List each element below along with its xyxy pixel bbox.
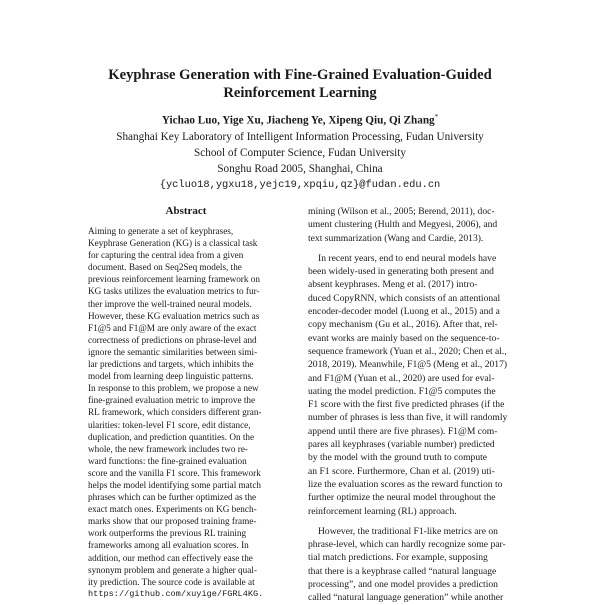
intro-column bbox=[308, 205, 526, 605]
abstract-line: work outperforms the previous RL training bbox=[88, 528, 247, 539]
abstract-heading: Abstract bbox=[165, 205, 207, 217]
paragraph-gap bbox=[308, 518, 526, 525]
abstract-line: duplication, and prediction quantities. On the bbox=[88, 431, 255, 442]
author-names-text: Yichao Luo, Yige Xu, Jiacheng Ye, Xipeng Qiu, Qi Zhang bbox=[161, 114, 435, 127]
body-text-line: been widely-used in generating both present and bbox=[308, 266, 494, 278]
body-text-line: ument clustering (Hulth and Megyesi, 2006), and bbox=[308, 219, 498, 231]
abstract-line: addition, our method can effectively ease the bbox=[88, 552, 253, 563]
body-text-line: called “natural language generation” while another bbox=[308, 592, 504, 604]
abstract-line: model from learning deep linguistic patterns. bbox=[88, 371, 254, 382]
abstract-line: KG tasks utilizes the evaluation metrics to fur- bbox=[88, 286, 260, 297]
body-text-line: phrase-level, which can hardly recognize some par- bbox=[308, 539, 506, 551]
body-text-line: lize the evaluation scores as the reward function to bbox=[308, 478, 503, 490]
abstract-line: ignore the semantic similarities between simi- bbox=[88, 346, 258, 357]
body-text-line: uating the model prediction. F1@5 computes the bbox=[308, 385, 496, 397]
body-text-line: mining (Wilson et al., 2005; Berend, 2011), doc- bbox=[308, 206, 495, 217]
abstract-line: phrases which can be further optimized as the bbox=[88, 492, 257, 503]
abstract-line: ward functions: the fine-grained evaluation bbox=[88, 455, 247, 466]
title-line-1: Keyphrase Generation with Fine-Grained Evaluation-Guided bbox=[108, 67, 492, 83]
abstract-line: whole, the new framework includes two re- bbox=[88, 443, 248, 454]
body-text-line: absent keyphrases. Meng et al. (2017) intro- bbox=[308, 279, 478, 291]
abstract-line: score and the vanilla F1 score. This framework bbox=[88, 467, 261, 478]
body-text-line: by the model with the ground truth to compute bbox=[308, 452, 488, 464]
body-text-line: an F1 score. Furthermore, Chan et al. (2019) uti- bbox=[308, 465, 495, 477]
abstract-line: marks show that our proposed training frame- bbox=[88, 516, 257, 527]
abstract-line: frameworks among all evaluation scores. In bbox=[88, 540, 249, 551]
body-text-line: In recent years, end to end neural models have bbox=[318, 252, 497, 264]
body-text-line: and F1@M (Yuan et al., 2020) are used for eval- bbox=[308, 372, 495, 384]
abstract-text bbox=[88, 225, 284, 600]
abstract-line: ularities: token-level F1 score, edit distance, bbox=[88, 419, 251, 430]
body-text-line: further optimize the neural model throughout the bbox=[308, 492, 496, 504]
body-text-line: pares all keyphrases (variable number) predicted bbox=[308, 439, 495, 451]
abstract-line: F1@5 and F1@M are only aware of the exact bbox=[88, 322, 257, 333]
body-text-line: append until there are five phrases). F1@M com- bbox=[308, 425, 498, 437]
body-text-line: copy mechanism (Gu et al., 2016). After that, rel- bbox=[308, 319, 498, 331]
affiliation-line-1: Shanghai Key Laboratory of Intelligent Information Processing, Fudan University bbox=[116, 130, 484, 143]
abstract-line: previous reinforcement learning framework on bbox=[88, 274, 260, 285]
author-emails: {ycluo18,ygxu18,yejc19,xpqiu,qz}@fudan.edu.cn bbox=[159, 178, 441, 191]
abstract-line: RL framework, which considers different gran- bbox=[88, 407, 262, 418]
body-text-line: processing”, and one model provides a prediction bbox=[308, 579, 498, 591]
author-block bbox=[0, 109, 600, 193]
body-text-line: duced CopyRNN, which consists of an attentional bbox=[308, 292, 501, 304]
affiliation-line-2: School of Computer Science, Fudan University bbox=[194, 146, 406, 159]
abstract-line: fine-grained evaluation metric to improve the bbox=[88, 395, 256, 406]
paper-title bbox=[0, 66, 600, 102]
body-text-line: evant works are mainly based on the sequence-to- bbox=[308, 332, 500, 344]
abstract-line: ity prediction. The source code is available at bbox=[88, 576, 255, 587]
abstract-line: synonym problem and generate a higher qual- bbox=[88, 564, 257, 575]
body-text-line: sequence framework (Yuan et al., 2020; Chen et al., bbox=[308, 345, 507, 357]
abstract-line: Aiming to generate a set of keyphrases, bbox=[88, 226, 234, 236]
body-text-line: However, the traditional F1-like metrics are on bbox=[318, 525, 498, 537]
abstract-line: However, these KG evaluation metrics such as bbox=[88, 310, 260, 321]
abstract-line: Keyphrase Generation (KG) is a classical task bbox=[88, 238, 258, 249]
equal-contribution-mark: * bbox=[434, 113, 439, 121]
abstract-line: document. Based on Seq2Seq models, the bbox=[88, 262, 242, 273]
abstract-line: for capturing the central idea from a given bbox=[88, 250, 244, 261]
body-text-line: tial match predictions. For example, supposing bbox=[308, 552, 488, 564]
title-line-2: Reinforcement Learning bbox=[223, 85, 377, 101]
source-code-link[interactable]: https://github.com/xuyige/FGRL4KG. bbox=[88, 588, 264, 599]
abstract-line: lar predictions and targets, which inhibits the bbox=[88, 359, 254, 370]
body-text-line: that there is a keyphrase called “natural language bbox=[308, 565, 497, 577]
body-text-line: encoder-decoder model (Luong et al., 2015) and a bbox=[308, 306, 500, 318]
body-text-line: 2018, 2019). Meanwhile, F1@5 (Meng et al., 2017) bbox=[308, 359, 508, 371]
body-text-line: reinforcement learning (RL) approach. bbox=[308, 505, 457, 517]
address-line: Songhu Road 2005, Shanghai, China bbox=[217, 162, 383, 175]
abstract-line: exact match ones. Experiments on KG bench- bbox=[88, 504, 257, 515]
body-text-line: F1 score with the first five predicted phrases (if the bbox=[308, 399, 505, 411]
abstract-line: helps the model identifying some partial match bbox=[88, 479, 261, 490]
abstract-line: In response to this problem, we propose a new bbox=[88, 383, 259, 394]
abstract-line: ther improve the well-trained neural models. bbox=[88, 298, 252, 309]
author-names bbox=[0, 109, 600, 129]
abstract-line: correctness of predictions on phrase-level and bbox=[88, 334, 257, 345]
paragraph-gap bbox=[308, 245, 526, 252]
body-text-line: number of phrases is less than five, it will randomly bbox=[308, 412, 508, 424]
body-text-line: text summarization (Wang and Cardie, 2013). bbox=[308, 232, 484, 244]
